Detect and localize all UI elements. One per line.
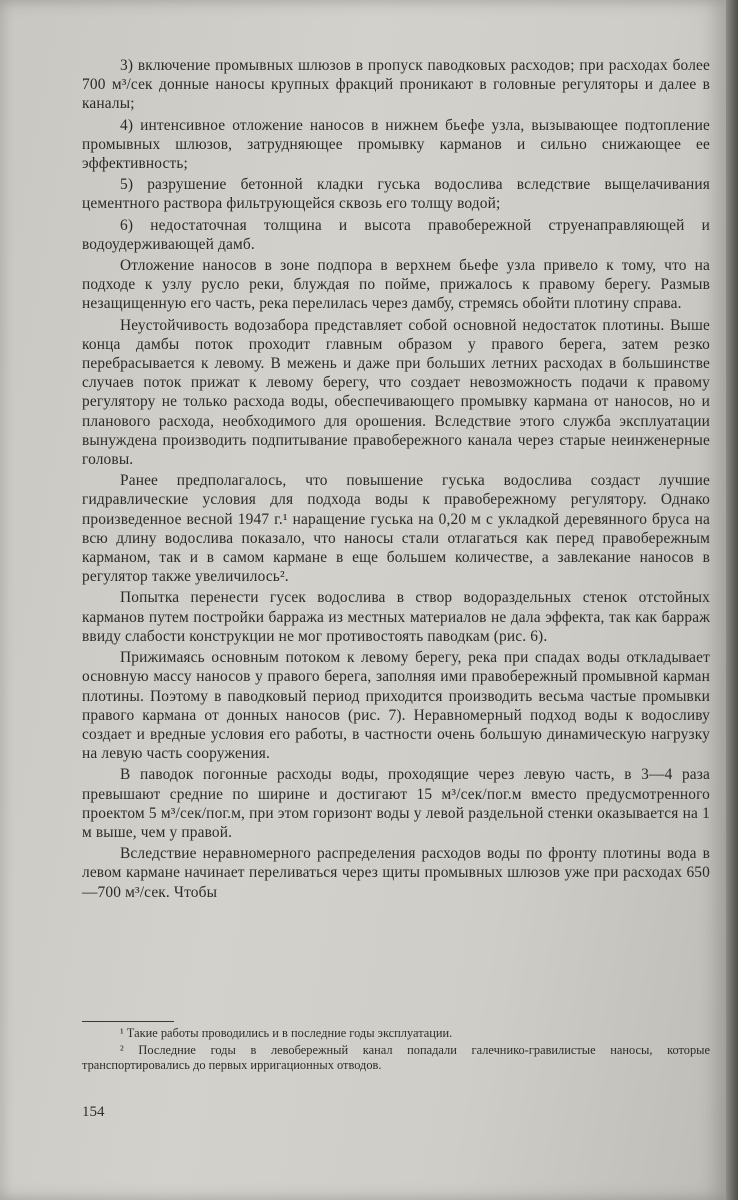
paragraph-sediment: Отложение наносов в зоне подпора в верхнем бьефе узла привело к тому, что на подходе к узлу русло реки, блуждая по пойме, прижалось к правому берегу. Размыв незащищенную его часть, река перелилась через дамбу, стремясь обойти плотину справа. (82, 257, 710, 313)
paragraph-item-6: 6) недостаточная толщина и высота правобережной струенаправляющей и водоудерживающей дамб. (82, 216, 710, 253)
footnote-divider (82, 1021, 174, 1022)
paragraph-uneven-distribution: Вследствие неравномерного распределения расходов воды по фронту плотины вода в левом кармане начинает переливаться через щиты промывных шлюзов уже при расходах 650—700 м³/сек. Чтобы (82, 845, 710, 901)
footnote-2: ² Последние годы в левобережный канал попадали галечнико-гравилистые наносы, которые транспортировались до первых ирригационных отводов. (82, 1042, 710, 1073)
page-number: 154 (82, 1104, 105, 1120)
paragraph-item-3: 3) включение промывных шлюзов в пропуск паводковых расходов; при расходах более 700 м³/сек донные наносы крупных фракций проникают в головные регуляторы и далее в каналы; (82, 57, 710, 113)
paragraph-item-4: 4) интенсивное отложение наносов в нижнем бьефе узла, вызывающее подтопление промывных шлюзов, затрудняющее промывку карманов и сильно снижающее ее эффективность; (82, 116, 710, 173)
paragraph-item-5: 5) разрушение бетонной кладки гуська водослива вследствие выщелачивания цементного раствора фильтрующейся сквозь его толщу водой; (82, 176, 710, 213)
paragraph-instability: Неустойчивость водозабора представляет собой основной недостаток плотины. Выше конца дамбы поток проходит главным образом у правого берега, затем резко перебрасывается к левому. В межень и даже при больших летних расходах в большинстве случаев поток прижат к левому берегу, что создает невозможность подачи к правому регулятору не только расхода воды, обеспечивающего промывку кармана от наносов, но и планового расхода, необходимого для орошения. Вследствие этого служба эксплуатации вынуждена производить подпитывание правобережного канала через старые неинженерные головы. (82, 316, 710, 469)
paragraph-flushing: Прижимаясь основным потоком к левому берегу, река при спадах воды откладывает основную массу наносов у правого берега, заполняя ими правобережный промывной карман плотины. Поэтому в паводковый период приходится производить весьма частые промывки правого кармана от донных наносов (рис. 7). Неравномерный подход воды к водосливу создает и вредные условия его работы, в частности очень большую динамическую нагрузку на левую часть сооружения. (82, 649, 710, 763)
paragraph-barrage: Попытка перенести гусек водослива в створ водораздельных стенок отстойных карманов путем постройки барража из местных материалов не дала эффекта, так как барраж ввиду слабости конструкции не мог противостоять паводкам (рис. 6). (82, 589, 710, 645)
paragraph-flood-discharge: В паводок погонные расходы воды, проходящие через левую часть, в 3—4 раза превышают средние по ширине и достигают 15 м³/сек/пог.м вместо предусмотренного проектом 5 м³/сек/пог.м, при этом горизонт воды у левой раздельной стенки оказывается на 1 м выше, чем у правой. (82, 766, 710, 841)
footnote-1: ¹ Такие работы проводились и в последние годы эксплуатации. (120, 1026, 453, 1040)
paragraph-crest-raise: Ранее предполагалось, что повышение гуська водослива создаст лучшие гидравлические условия для подхода воды к правобережному регулятору. Однако произведенное весной 1947 г.¹ наращение гуська на 0,20 м с укладкой деревянного бруса на всю длину водослива показало, что наносы стали отлагаться как перед правобережным карманом, так и в самом кармане в еще большем количестве, а завлекание наносов в регулятор также увеличилось². (82, 472, 710, 586)
body-text (82, 56, 710, 904)
book-spine-shadow (726, 0, 738, 1200)
footnotes (82, 1026, 710, 1075)
